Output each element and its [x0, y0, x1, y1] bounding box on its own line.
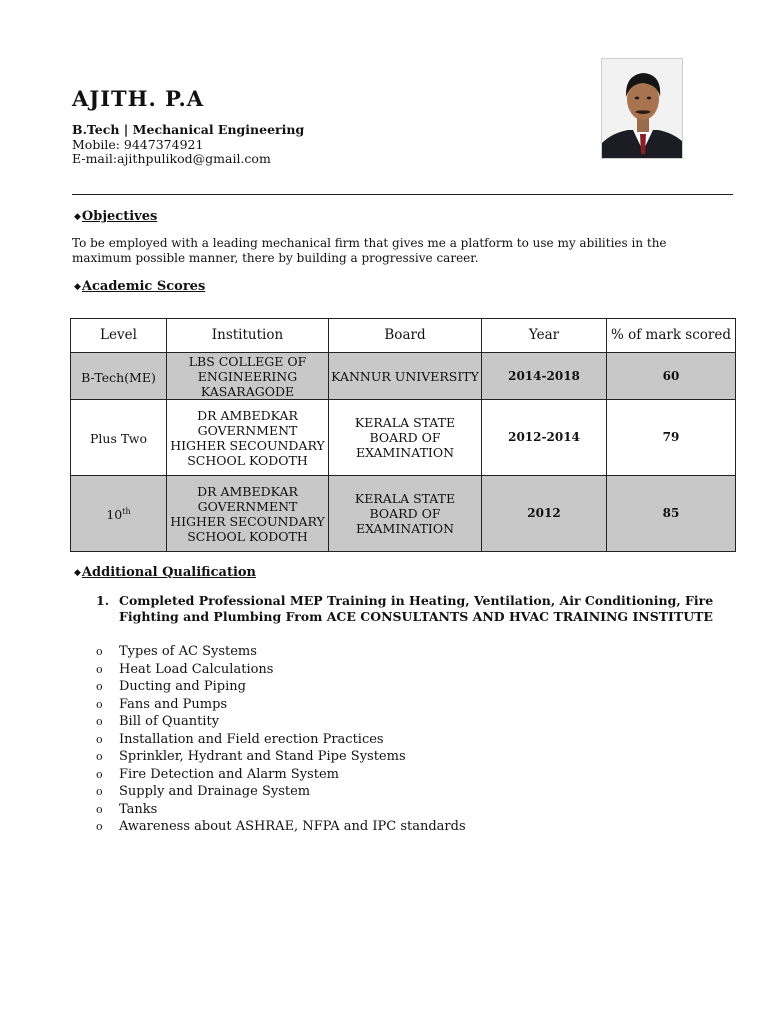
training-topics-list — [96, 643, 466, 836]
item-text: Completed Professional MEP Training in Heating, Ventilation, Air Conditioning, Fire Fighting and Plumbing From ACE CONSULTANTS AND HVAC TRAINING INSTITUTE — [119, 593, 714, 624]
institution-cell: DR AMBEDKAR GOVERNMENT HIGHER SECOUNDARY SCHOOL KODOTH — [167, 476, 329, 552]
table-row — [71, 400, 736, 476]
circle-bullet-icon: o — [96, 750, 103, 763]
header-divider — [72, 194, 733, 195]
diamond-icon: ◆ — [74, 568, 81, 578]
year-cell: 2014-2018 — [482, 353, 607, 400]
list-item: o Fans and Pumps — [96, 696, 228, 712]
list-item: o Installation and Field erection Practices — [96, 731, 384, 747]
level-cell: Plus Two — [71, 400, 167, 476]
objective-text: To be employed with a leading mechanical firm that gives me a platform to use my abilities in the maximum possible manner, there by building a progressive career. — [72, 236, 667, 265]
year-cell: 2012 — [482, 476, 607, 552]
objectives-heading: ◆Objectives — [74, 209, 158, 224]
qualification-item — [96, 593, 716, 624]
mark-cell: 85 — [607, 476, 736, 552]
list-item: o Fire Detection and Alarm System — [96, 766, 339, 782]
circle-bullet-icon: o — [96, 715, 103, 728]
candidate-name: AJITH. P.A — [72, 86, 205, 111]
circle-bullet-icon: o — [96, 680, 103, 693]
year-cell: 2012-2014 — [482, 400, 607, 476]
list-item: o Heat Load Calculations — [96, 661, 274, 677]
mark-cell: 60 — [607, 353, 736, 400]
list-item: o Sprinkler, Hydrant and Stand Pipe Systems — [96, 749, 406, 764]
additional-qualification-heading: ◆Additional Qualification — [74, 565, 257, 580]
table-header-row — [71, 319, 736, 353]
board-cell: KERALA STATE BOARD OF EXAMINATION — [329, 400, 482, 476]
list-item: o Ducting and Piping — [96, 679, 246, 694]
circle-bullet-icon: o — [96, 662, 103, 676]
board-cell: KERALA STATE BOARD OF EXAMINATION — [329, 476, 482, 552]
list-item: o Tanks — [96, 801, 158, 817]
circle-bullet-icon: o — [96, 697, 103, 711]
level-cell: 10th — [71, 476, 167, 552]
column-header: Institution — [167, 319, 329, 353]
column-header: % of mark scored — [607, 319, 736, 353]
diamond-icon: ◆ — [74, 282, 81, 292]
list-item: o Awareness about ASHRAE, NFPA and IPC standards — [96, 819, 466, 834]
table-row — [71, 476, 736, 552]
diamond-icon: ◆ — [74, 212, 81, 222]
mark-cell: 79 — [607, 400, 736, 476]
column-header: Year — [482, 319, 607, 353]
circle-bullet-icon: o — [96, 802, 103, 816]
mobile-number: Mobile: 9447374921 — [72, 137, 204, 152]
circle-bullet-icon: o — [96, 820, 103, 833]
circle-bullet-icon: o — [96, 785, 103, 798]
academic-scores-heading: ◆Academic Scores — [74, 279, 206, 294]
email-address: E-mail:ajithpulikod@gmail.com — [72, 151, 271, 166]
institution-cell: DR AMBEDKAR GOVERNMENT HIGHER SECOUNDARY SCHOOL KODOTH — [167, 400, 329, 476]
level-cell: B-Tech(ME) — [71, 353, 167, 400]
circle-bullet-icon: o — [96, 767, 103, 781]
institution-cell: LBS COLLEGE OF ENGINEERING KASARAGODE — [167, 353, 329, 400]
list-item: o Bill of Quantity — [96, 714, 220, 729]
column-header: Board — [329, 319, 482, 353]
board-cell: KANNUR UNIVERSITY — [329, 353, 482, 400]
list-item: o Types of AC Systems — [96, 644, 257, 659]
item-number: 1. — [96, 593, 110, 608]
column-header: Level — [71, 319, 167, 353]
list-item: o Supply and Drainage System — [96, 784, 311, 799]
profile-photo — [601, 58, 683, 159]
table-row — [71, 353, 736, 400]
academic-scores-table — [70, 318, 736, 552]
person-icon — [602, 59, 683, 159]
circle-bullet-icon: o — [96, 732, 103, 746]
circle-bullet-icon: o — [96, 645, 103, 658]
degree-line: B.Tech | Mechanical Engineering — [72, 122, 305, 137]
